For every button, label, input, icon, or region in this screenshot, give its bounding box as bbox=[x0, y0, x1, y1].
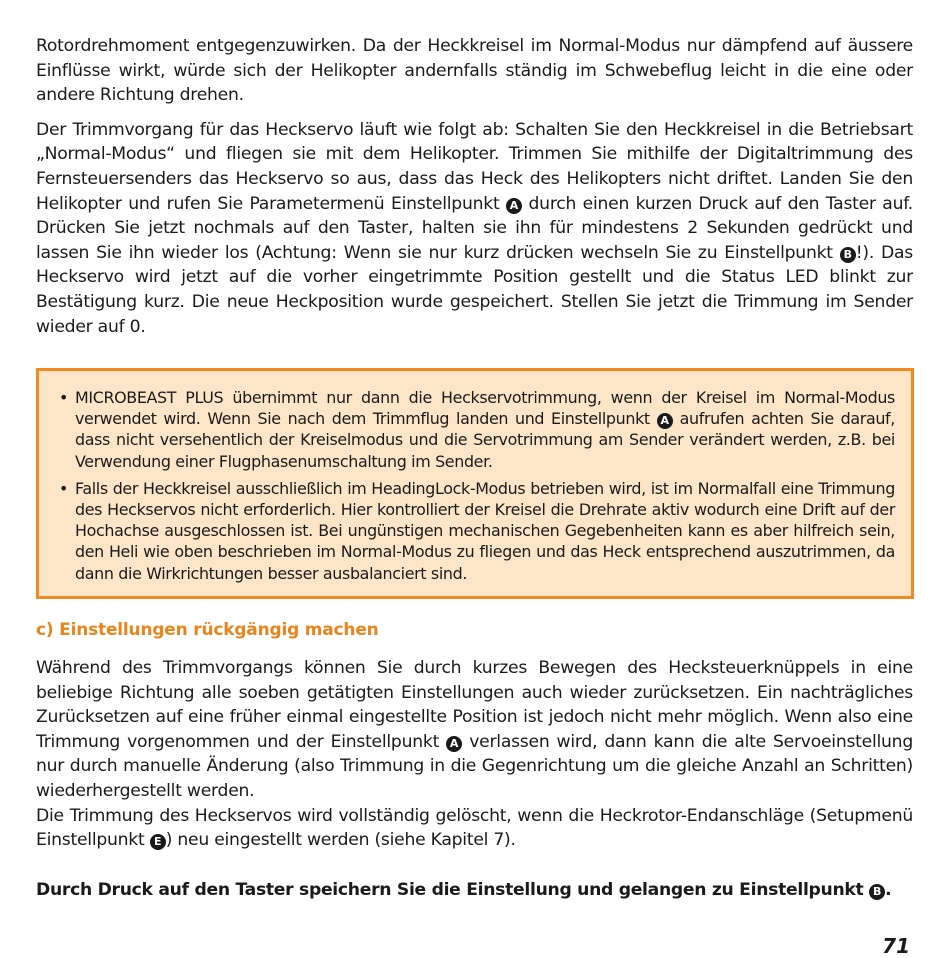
setpoint-b-icon: B bbox=[869, 884, 885, 900]
final-instruction-text: Durch Druck auf den Taster speichern Sie die Einstellung und gelangen zu Einstellpunkt bbox=[36, 880, 864, 900]
paragraph-intro-text: Rotordrehmoment entgegenzuwirken. Da der Heckkreisel im Normal-Modus nur dämpfend auf äussere Einflüsse wirkt, würde sich der Helikopter andernfalls ständig im Schwebeflug leicht in die eine oder andere Richtung drehen. bbox=[36, 36, 913, 106]
note-item-2-text: Falls der Heckkreisel ausschließlich im HeadingLock-Modus betrieben wird, ist im Normalfall eine Trimmung des Heckservos nicht erforderlich. Hier kontrolliert der Kreisel die Drehrate aktiv wodurch eine Drift auf der Hochachse ausgeschlossen ist. Bei ungünstigen mechanischen Gegebenheiten kann es aber hilfreich sein, den Heli wie oben beschrieben im Normal-Modus zu fliegen und das Heck entsprechend auszutrimmen, da dann die Wirkrichtungen besser ausbalanciert sind. bbox=[75, 478, 895, 583]
setpoint-e-icon: E bbox=[150, 834, 166, 850]
setpoint-a-icon: A bbox=[506, 198, 522, 214]
final-instruction-end: . bbox=[885, 880, 892, 900]
setpoint-a-icon: A bbox=[446, 736, 462, 752]
body-text-bottom bbox=[36, 656, 913, 853]
trim-text-1: Der Trimmvorgang für das Heckservo läuft wie folgt ab: Schalten Sie den Heckkreisel in die Betriebsart „Normal-Modus“ und fliegen sie mit dem Helikopter. Trimmen Sie mithilfe der Digitaltrimmung des Fernsteuersenders das Heckservo so aus, dass das Heck des Helikopters nicht driftet. Landen Sie den Helikopter und rufen Sie Parametermenü Einstellpunkt bbox=[36, 119, 913, 214]
paragraph-intro bbox=[36, 34, 913, 108]
page-number: 71 bbox=[882, 934, 910, 958]
paragraph-reset bbox=[36, 656, 913, 804]
note-list bbox=[39, 371, 911, 584]
body-text-top bbox=[36, 34, 913, 339]
reset-text-2: verlassen wird, dann kann die alte Servoeinstellung nur durch manuelle Änderung (also Trimmung in die Gegenrichtung um die gleiche Anzahl an Schritten) wiederhergestellt werden. bbox=[36, 731, 913, 801]
delete-text-1: Die Trimmung des Heckservos wird vollständig gelöscht, wenn die Heckrotor-Endanschläge (Setupmenü Einstellpunkt bbox=[36, 805, 913, 851]
delete-text-2: ) neu eingestellt werden (siehe Kapitel 7). bbox=[165, 830, 516, 851]
final-instruction bbox=[36, 880, 891, 900]
note-item-2 bbox=[75, 478, 895, 584]
paragraph-trim-procedure bbox=[36, 118, 913, 339]
note-box bbox=[36, 368, 914, 599]
trim-text-3: !). Das Heckservo wird jetzt auf die vorher eingetrimmte Position gestellt und die Status LED blinkt zur Bestätigung kurz. Die neue Heckposition wurde gespeichert. Stellen Sie jetzt die Trimmung im Sender wieder auf 0. bbox=[36, 242, 914, 337]
section-heading: c) Einstellungen rückgängig machen bbox=[36, 620, 379, 640]
setpoint-b-icon: B bbox=[840, 247, 856, 263]
reset-text-1: Während des Trimmvorgangs können Sie durch kurzes Bewegen des Hecksteuerknüppels in eine beliebige Richtung alle soeben getätigten Einstellungen auch wieder zurücksetzen. Ein nachträgliches Zurücksetzen auf eine früher einmal eingestellte Position ist jedoch nicht mehr möglich. Wenn also eine Trimmung vorgenommen und der Einstellpunkt bbox=[36, 658, 913, 752]
setpoint-a-icon: A bbox=[657, 413, 673, 429]
note-item-1 bbox=[75, 387, 895, 472]
paragraph-delete bbox=[36, 804, 913, 853]
note-item-1-text-b: aufrufen achten Sie darauf, dass nicht versehentlich der Kreiselmodus und die Servotrimmung am Sender verändert werden, z.B. bei Verwendung einer Flugphasenumschaltung im Sender. bbox=[75, 409, 896, 471]
note-item-1-text-a: MICROBEAST PLUS übernimmt nur dann die Heckservotrimmung, wenn der Kreisel im Normal-Modus verwendet wird. Wenn Sie nach dem Trimmflug landen und Einstellpunkt bbox=[75, 388, 895, 429]
trim-text-2: durch einen kurzen Druck auf den Taster auf. Drücken Sie jetzt nochmals auf den Taster, halten sie ihn für mindestens 2 Sekunden gedrückt und lassen Sie ihn wieder los (Achtung: Wenn sie nur kurz drücken wechseln Sie zu Einstellpunkt bbox=[36, 193, 914, 263]
